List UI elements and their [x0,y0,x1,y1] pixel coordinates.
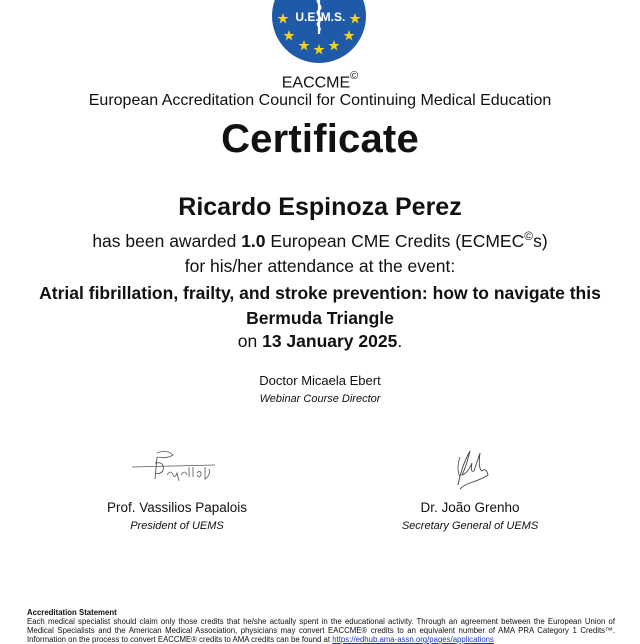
credits-value: 1.0 [241,230,266,251]
director-role: Webinar Course Director [259,393,381,405]
certificate-title: Certificate [221,117,419,161]
org-short-name [0,72,640,92]
logo-text-right: M.S. [320,10,346,24]
statement-body: Each medical specialist should claim only those credits that he/she actually spent in the educational activity. Through an agreement between the European Union of Medical Specialists and the American Medical Association, physicians may convert EACCME® credits to an equivalent number of AMA PRA Category 1 Credits™. Information on the process to convert EACCME® credits to AMA credits can be found at [27,617,615,644]
event-title-line-2: Bermuda Triangle [246,308,394,328]
signature-papalois-icon [127,445,227,495]
org-acronym: EACCME [281,74,351,92]
signatory-secretary-general [360,445,580,532]
director-name: Doctor Micaela Ebert [259,373,381,388]
signatory-name: Dr. João Grenho [420,500,520,515]
award-prefix: has been awarded [92,230,242,251]
signature-grenho-icon [420,445,520,495]
award-middle: European CME Credits (ECMEC [265,230,525,251]
uems-logo [271,0,367,64]
uems-emblem-icon [271,0,367,64]
award-suffix: s) [533,230,548,251]
attendance-line: for his/her attendance at the event: [184,256,456,276]
recipient-name: Ricardo Espinoza Perez [178,193,462,221]
accreditation-statement [27,608,615,644]
signatory-president [67,445,287,532]
signatory-name: Prof. Vassilios Papalois [106,500,248,515]
award-line [0,229,640,252]
org-full-name: European Accreditation Council for Continuing Medical Education [88,92,552,109]
event-title-line-1: Atrial fibrillation, frailty, and stroke prevention: how to navigate this [39,283,601,303]
copyright-mark: © [524,229,534,243]
statement-heading: Accreditation Statement [27,608,117,617]
copyright-mark: © [350,70,359,82]
logo-text-left: U.E. [295,10,319,24]
ama-applications-link[interactable]: https://edhub.ama-assn.org/pages/applications [332,635,494,644]
signatory-role: Secretary General of UEMS [401,520,539,532]
date-prefix: on [237,331,263,351]
event-date: 13 January 2025 [262,331,398,351]
signatory-role: President of UEMS [130,520,224,532]
event-date-line [0,331,640,352]
event-title [0,281,640,331]
date-suffix: . [397,331,403,351]
